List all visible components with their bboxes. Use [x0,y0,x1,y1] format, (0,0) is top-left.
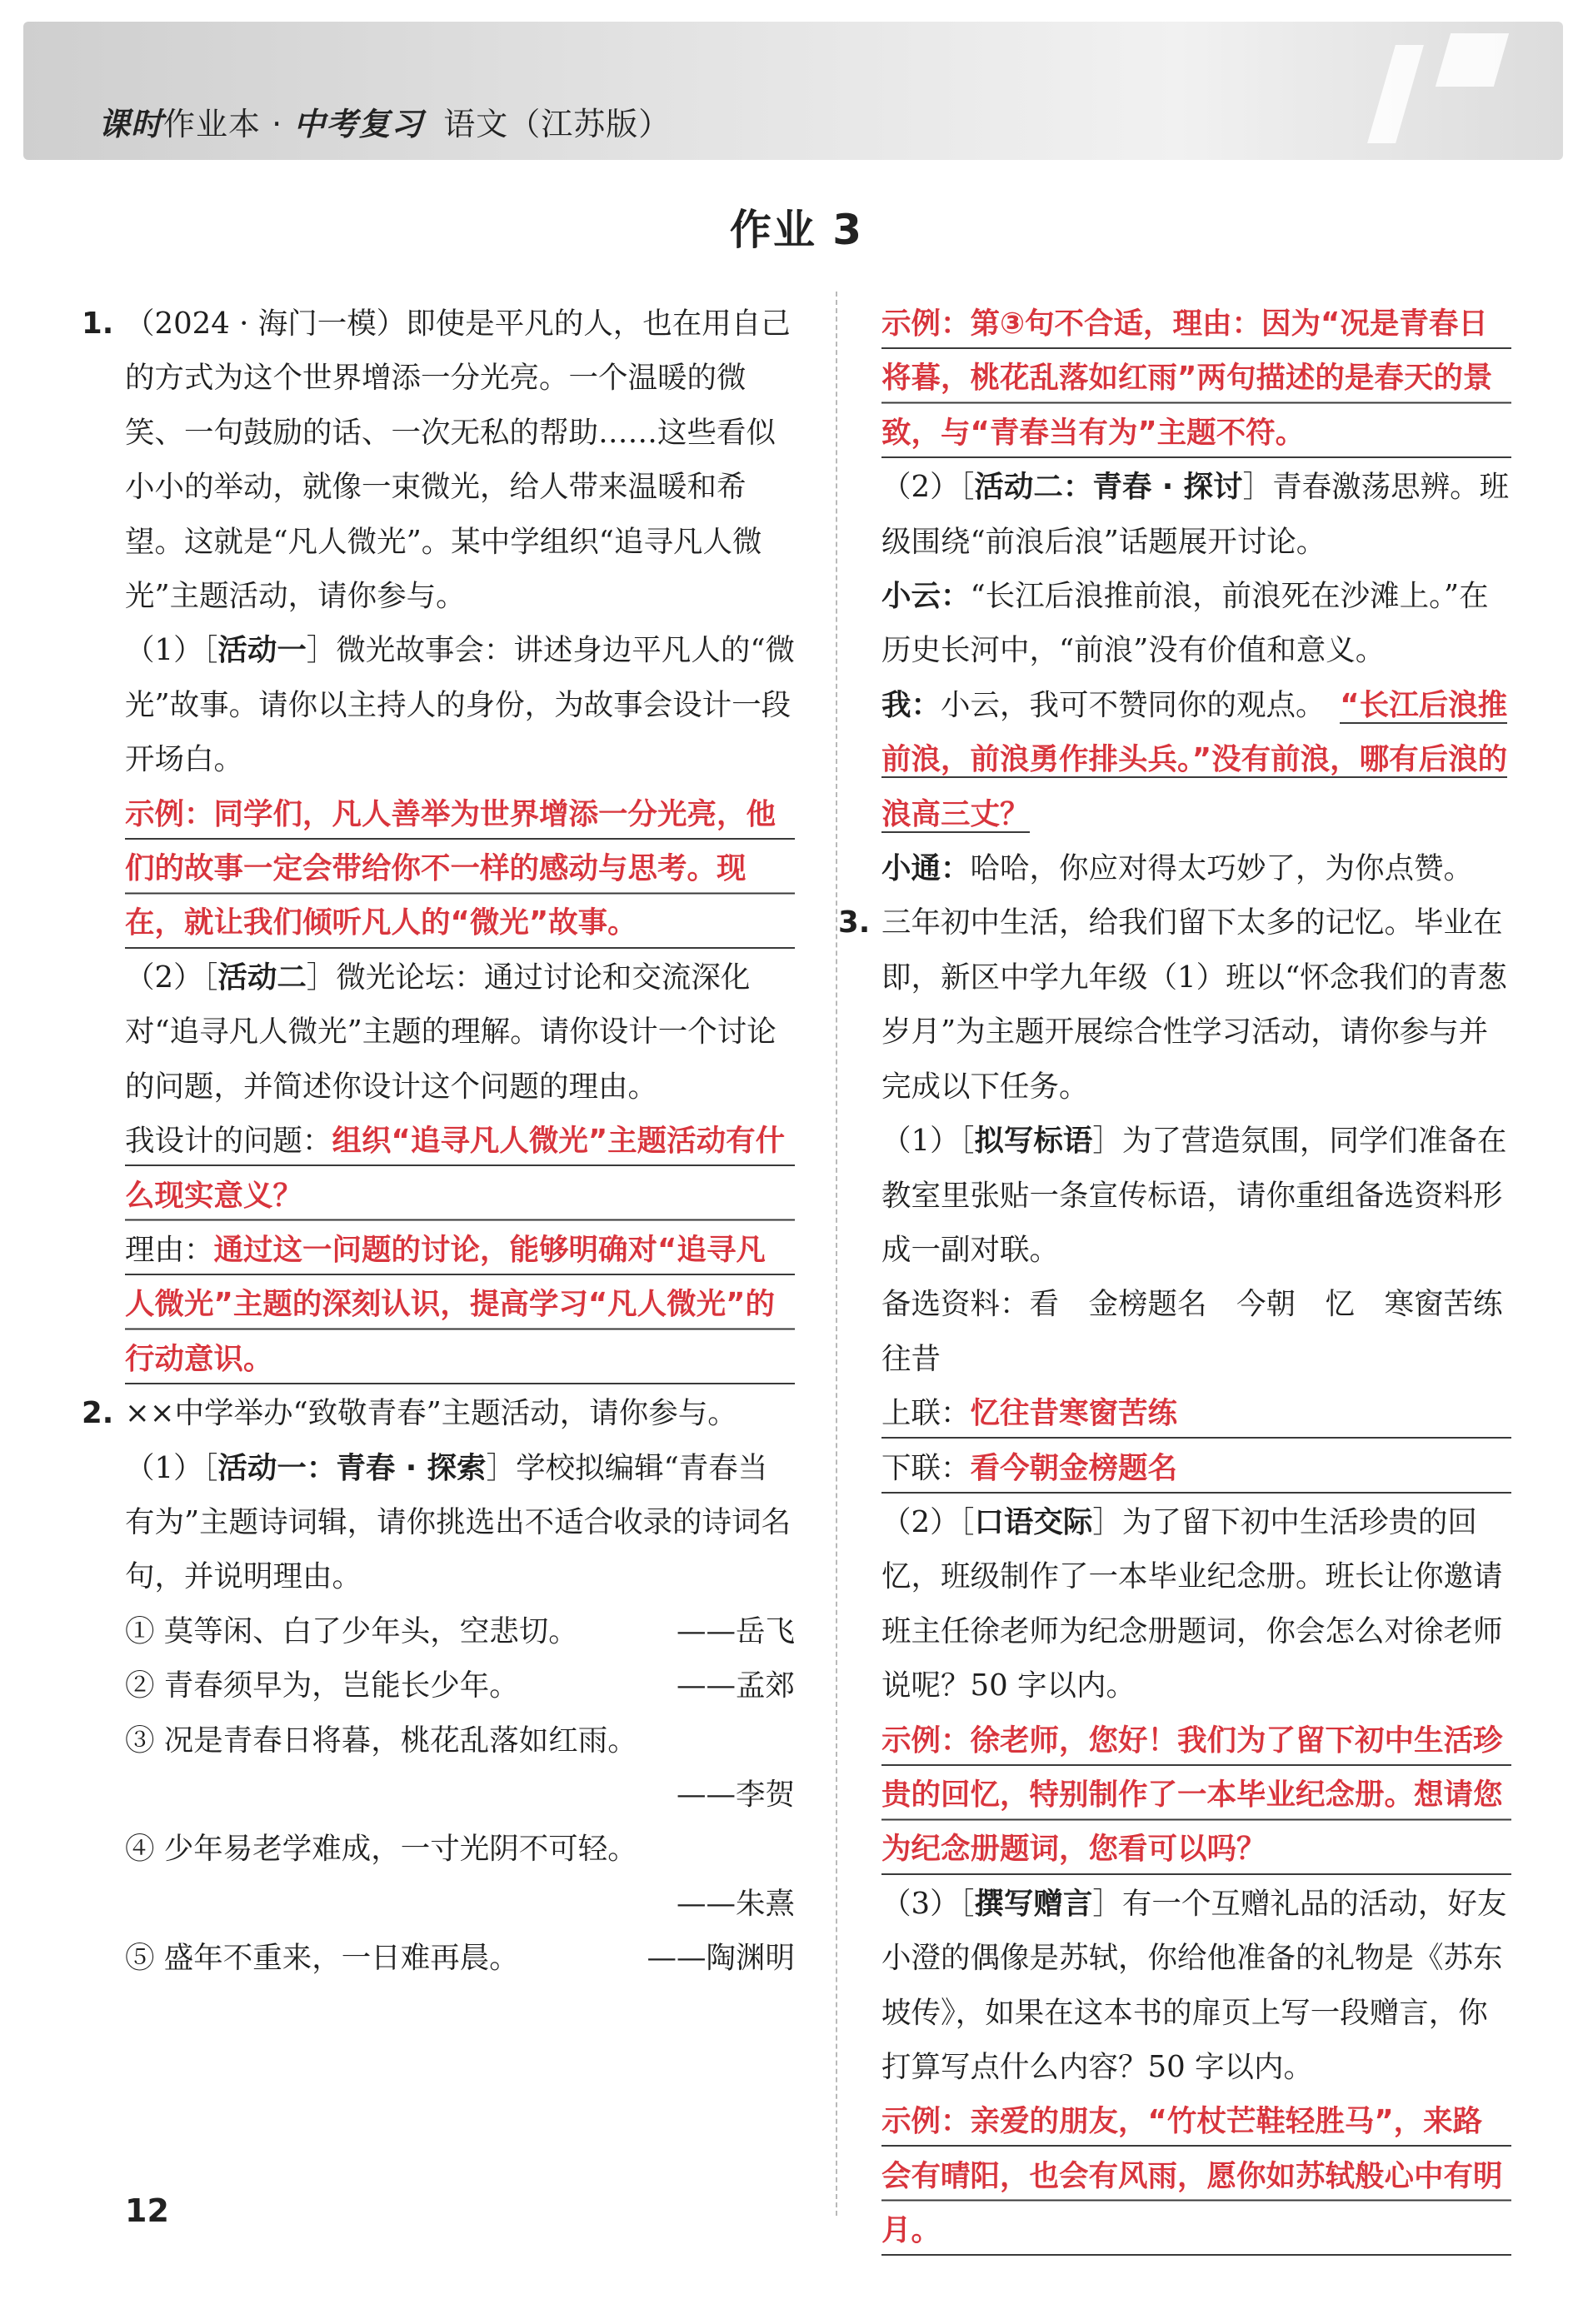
answer-text: 组织“追寻凡人微光”主题活动有什么现实意义？ [125,1124,786,1213]
poem-list [125,1604,795,1986]
poem-author: ——李贺 [676,1777,795,1812]
poem-author: ——岳飞 [676,1613,795,1648]
activity-tag: 活动二 [217,960,307,995]
sub-question: （2）［活动二：青春 · 探讨］青春激荡思辨。班级围绕“前浪后浪”话题展开讨论。 [881,470,1510,559]
answer-line: 我设计的问题：组织“追寻凡人微光”主题活动有什么现实意义？ [125,1114,795,1223]
column-divider [836,292,837,2216]
series-name: 课时 [98,106,164,142]
dialogue-line: 小云：“长江后浪推前浪，前浪死在沙滩上。”在历史长河中，“前浪”没有价值和意义。 [881,579,1489,668]
header-decoration [1367,45,1424,143]
activity-tag: 活动一：青春 · 探索 [217,1450,487,1485]
left-column [82,297,796,1986]
sub-question: （1）［活动一］微光故事会：讲述身边平凡人的“微光”故事。请你以主持人的身份，为故事会设计一段开场白。 [125,633,796,777]
review-label: 中考复习 [293,106,424,142]
header-decoration [1436,33,1509,87]
sub-question: （1）［活动一：青春 · 探索］学校拟编辑“青春当有为”主题诗词辑，请你挑选出不适合收录的诗词名句，并说明理由。 [125,1450,792,1594]
subject-label: 语文（江苏版） [443,106,672,142]
activity-tag: 活动二：青春 · 探讨 [974,470,1243,505]
activity-tag: 活动一 [217,633,307,668]
book-title [98,98,671,144]
right-column [838,297,1533,2258]
page-title: 作业 3 [729,206,864,254]
question-number: 1. [82,307,114,341]
sub-question: （3）［撰写赠言］有一个互赠礼品的活动，好友小澄的偶像是苏轼，你给他准备的礼物是《苏东坡传》，如果在这本书的扉页上写一段赠言，你打算写点什么内容？50 字以内。 [881,1886,1507,2084]
question-number: 3. [838,905,871,940]
materials-list: 备选资料：看 金榜题名 今朝 忆 寒窗苦练 往昔 [881,1287,1533,1376]
question-1 [82,297,796,1386]
answer-text: 通过这一问题的讨论，能够明确对“追寻凡人微光”主题的深刻认识，提高学习“凡人微光”的行动意识。 [125,1232,775,1376]
poem-line: ③ 况是青春日将暮，桃花乱落如红雨。 [125,1723,637,1758]
answer-line: 上联：忆往昔寒窗苦练 [881,1386,1511,1440]
poem-line: ① 莫等闲、白了少年头，空悲切。 ——岳飞 [125,1604,795,1658]
poem-line: ④ 少年易老学难成，一寸光阴不可轻。 [125,1832,637,1867]
poem-line: ⑤ 盛年不重来，一日难再晨。 ——陶渊明 [125,1931,795,1985]
sub-question: （2）［活动二］微光论坛：通过讨论和交流深化对“追寻凡人微光”主题的理解。请你设计一个讨论的问题，并简述你设计这个问题的理由。 [125,960,777,1104]
activity-tag: 口语交际 [974,1504,1093,1539]
sub-question: （2）［口语交际］为了留下初中生活珍贵的回忆，班级制作了一本毕业纪念册。班长让你邀请班主任徐老师为纪念册题词，你会怎么对徐老师说呢？50 字以内。 [881,1504,1503,1703]
question-3 [838,895,1533,2257]
question-stem: 三年初中生活，给我们留下太多的记忆。毕业在即，新区中学九年级（1）班以“怀念我们的青葱岁月”为主题开展综合性学习活动，请你参与并完成以下任务。 [881,905,1507,1104]
answer-line: 理由：通过这一问题的讨论，能够明确对“追寻凡人微光”主题的深刻认识，提高学习“凡人微光”的行动意识。 [125,1223,795,1386]
answer-line: 下联：看今朝金榜题名 [881,1441,1511,1495]
page-number: 12 [125,2192,169,2229]
activity-tag: 拟写标语 [974,1124,1093,1159]
series-suffix: 作业本 · [163,106,294,142]
question-stem: ××中学举办“致敬青春”主题活动，请你参与。 [125,1396,737,1431]
answer-text: 看今朝金榜题名 [970,1450,1178,1485]
answer-text: 示例：徐老师，您好！我们为了留下初中生活珍贵的回忆，特别制作了一本毕业纪念册。想请您为纪念册题词，您看可以吗？ [881,1713,1511,1877]
activity-tag: 撰写赠言 [974,1886,1093,1921]
answer-text: “长江后浪推前浪，前浪勇作排头兵。”没有前浪，哪有后浪的浪高三丈？ [881,687,1508,831]
sub-question: （1）［拟写标语］为了营造氛围，同学们准备在教室里张贴一条宣传标语，请你重组备选资料形成一副对联。 [881,1124,1507,1267]
answer-text: 示例：同学们，凡人善举为世界增添一分光亮，他们的故事一定会带给你不一样的感动与思考。现在，就让我们倾听凡人的“微光”故事。 [125,787,795,950]
poem-author: ——孟郊 [676,1668,795,1703]
dialogue-line: 我：小云，我可不赞同你的观点。 “长江后浪推前浪，前浪勇作排头兵。”没有前浪，哪有后浪的浪高三丈？ [881,687,1508,831]
poem-author: ——陶渊明 [647,1941,795,1976]
answer-text: 示例：亲爱的朋友，“竹杖芒鞋轻胜马”，来路会有晴阳，也会有风雨，愿你如苏轼般心中有明月。 [881,2094,1511,2257]
question-stem: （2024 · 海门一模）即使是平凡的人，也在用自己的方式为这个世界增添一分光亮。一个温暖的微笑、一句鼓励的话、一次无私的帮助……这些看似小小的举动，就像一束微光，给人带来温暖和希望。这就是“凡人微光”。某中学组织“追寻凡人微光”主题活动，请你参与。 [125,307,791,614]
poem-author: ——朱熹 [676,1886,795,1921]
question-number: 2. [82,1396,114,1431]
poem-line: ② 青春须早为，岂能长少年。 ——孟郊 [125,1658,795,1713]
answer-text: 示例：第③句不合适，理由：因为“况是青春日将暮，桃花乱落如红雨”两句描述的是春天的景致，与“青春当有为”主题不符。 [881,297,1511,460]
question-2 [82,1386,795,1985]
answer-text: 忆往昔寒窗苦练 [970,1396,1178,1431]
dialogue-line: 小通：哈哈，你应对得太巧妙了，为你点赞。 [881,851,1474,886]
